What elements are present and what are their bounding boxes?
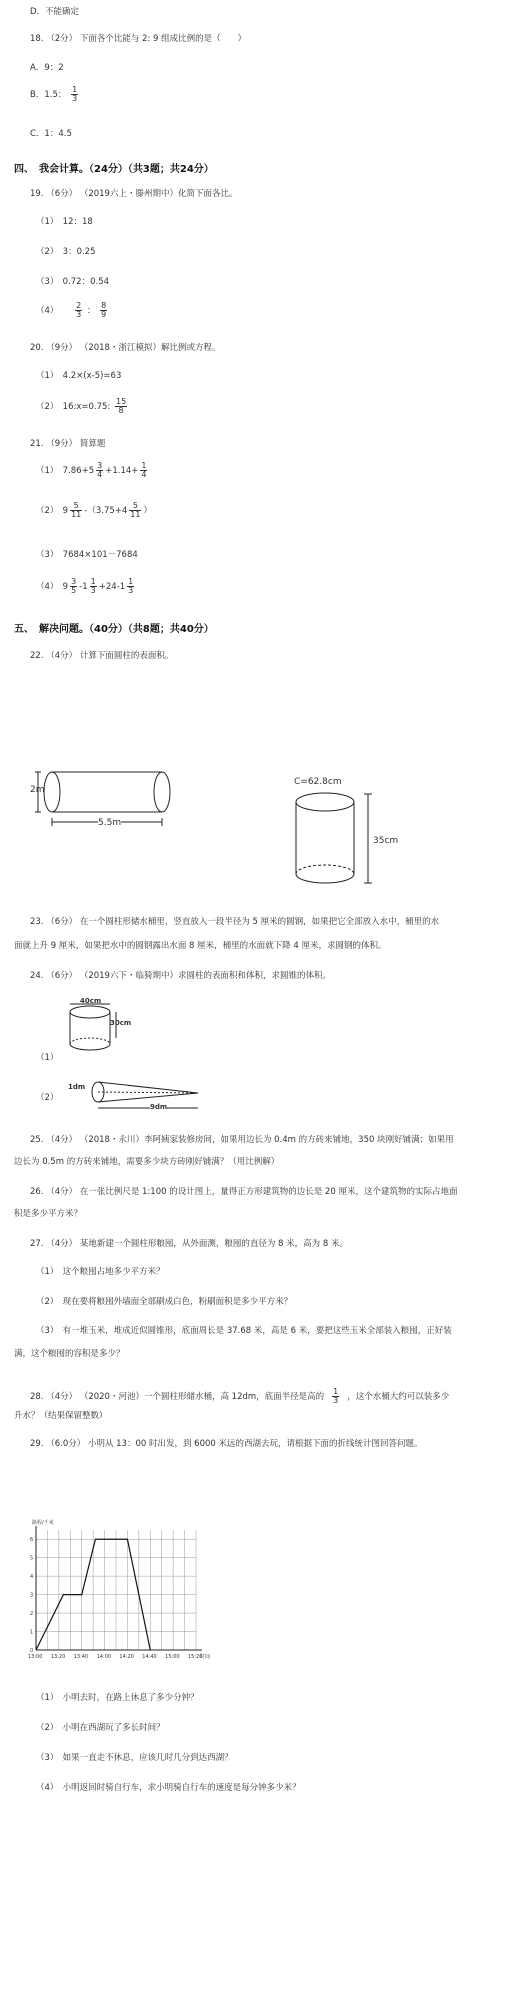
q29-item-1: （1） 小明去时，在路上休息了多少分钟？ [36,1693,199,1703]
x-axis-label: 时间 [200,1654,211,1660]
q22-fig1-height-label: 2m [30,785,45,795]
q19-item-1: （1） 12：18 [36,217,93,227]
q25-line-2: 边长为 0.5m 的方砖来铺地，需要多少块方砖刚好铺满？（用比例解） [14,1157,280,1167]
q26-line-2: 积是多少平方米？ [14,1209,83,1219]
q18-stem: 18. （2分） 下面各个比能与 2: 9 组成比例的是（ ） [30,34,247,44]
q24-item-1: （1） [36,1053,59,1063]
y-tick-label: 3 [30,1592,34,1599]
fraction: $\frac{1}{3}$ [72,85,78,103]
q24-cone-figure [80,1078,210,1112]
q20-stem: 20. （9分） （2018・浙江模拟）解比例或方程。 [30,343,221,353]
q21-item-3: （3） 7684×101－7684 [36,550,138,560]
y-tick-label: 2 [30,1611,34,1618]
q29-item-4: （4） 小明返回时骑自行车，求小明骑自行车的速度是每分钟多少米？ [36,1783,301,1793]
fraction: $\frac{1}{3}$ [90,577,96,595]
q23-line-2: 面就上升 9 厘米，如果把水中的圆钢露出水面 8 厘米，桶里的水面就下降 4 厘米，求圆钢的体积。 [14,941,387,951]
q28-line-2: 升水？（结果保留整数） [14,1411,108,1421]
q29-item-3: （3） 如果一直走不休息，应该几时几分到达西湖？ [36,1753,233,1763]
x-tick-label: 15:00 [165,1654,180,1660]
fraction: $\frac{5}{11}$ [71,501,82,519]
y-tick-label: 1 [30,1629,34,1636]
fraction: $\frac{8}{9}$ [101,301,107,319]
x-tick-label: 13:40 [73,1654,89,1660]
x-tick-label: 13:20 [50,1654,66,1660]
fraction: $\frac{1}{3}$ [128,577,134,595]
q27-item-3-line-1: （3） 有一堆玉米，堆成近似圆锥形，底面周长是 37.68 米，高是 6 米，要把这些玉米全部装入粮囤，正好装 [36,1326,452,1336]
q18-option-b-text: B．1.5： [30,90,67,100]
y-tick-label: 4 [30,1574,34,1581]
fraction: $\frac{3}{5}$ [71,577,77,595]
q24-fig2-length: 9dm [150,1103,168,1111]
section-5-title: 五、 解决问题。（40分）（共8题；共40分） [14,624,214,635]
q22-fig1-length-label: 5.5m [98,818,122,828]
y-tick-label: 6 [30,1537,34,1544]
x-tick-label: 14:40 [142,1654,157,1660]
q27-stem: 27. （4分） 某地新建一个圆柱形粮囤，从外面测，粮囤的直径为 8 米，高为 8 米。 [30,1239,348,1249]
q27-item-1: （1） 这个粮囤占地多少平方米？ [36,1267,165,1277]
q19-stem: 19. （6分） （2019六上・滕州期中）化简下面各比。 [30,189,238,199]
q22-stem: 22. （4分） 计算下面圆柱的表面积。 [30,651,174,661]
q19-item-4: （4） $\frac{2}{3}$ ： $\frac{8}{9}$ [36,301,107,319]
x-tick-label: 13:00 [28,1654,43,1660]
q24-fig1-height: 30cm [110,1019,132,1027]
q22-fig2-height-label: 35cm [373,836,399,846]
q17-option-d: D．不能确定 [30,7,80,17]
q23-line-1: 23. （6分） 在一个圆柱形储水桶里，竖直放入一段半径为 5 厘米的圆钢，如果把它全部放入水中，桶里的水 [30,917,440,927]
q19-item-2: （2） 3：0.25 [36,247,96,257]
q24-item-2: （2） [36,1093,59,1103]
q24-fig1-diameter: 40cm [80,997,102,1005]
q29-item-2: （2） 小明在西湖玩了多长时间？ [36,1723,165,1733]
q27-item-2: （2） 现在要将粮囤外墙面全部刷成白色，粉刷面积是多少平方米？ [36,1297,293,1307]
q21-item-1: （1） 7.86+5 $\frac{3}{4}$ +1.14+ $\frac{1}{4}$ [36,461,147,479]
q18-option-b[interactable] [30,86,80,103]
x-tick-label: 14:00 [96,1654,111,1660]
y-axis-label: 路程/千米 [32,1520,54,1526]
q24-fig2-diameter: 1dm [68,1083,86,1091]
q20-item-2: （2） 16:x=0.75: $\frac{15}{8}$ [36,397,127,415]
x-tick-label: 14:20 [119,1654,134,1660]
q18-option-c[interactable]: C．1：4.5 [30,129,72,139]
q26-line-1: 26. （4分） 在一张比例尺是 1:100 的设计图上，量得正方形建筑物的边长是 20 厘米，这个建筑物的实际占地面 [30,1187,458,1197]
fraction: $\frac{2}{3}$ [76,301,82,319]
q24-cylinder-figure [66,997,136,1060]
q25-line-1: 25. （4分） （2018・永川）李阿姨家装修房间，如果用边长为 0.4m 的方砖来铺地，350 块刚好铺满；如果用 [30,1135,454,1145]
distance-time-line-chart [22,1520,222,1670]
q18-option-a[interactable]: A．9：2 [30,63,64,73]
q27-item-3-line-2: 满，这个粮囤的容积是多少？ [14,1349,125,1359]
q22-fig2-circumference: C=62.8cm [294,777,342,787]
q19-item-3: （3） 0.72：0.54 [36,277,110,287]
q21-item-4: （4） 9 $\frac{3}{5}$ -1 $\frac{1}{3}$ +24-1 $\frac{1}{3}$ [36,577,134,595]
x-tick-label: 15:20 [188,1654,203,1660]
q21-item-2: （2） 9 $\frac{5}{11}$ -（3.75+4 $\frac{5}{11}$ ） [36,501,152,519]
q21-stem: 21. （9分） 简算题 [30,439,106,449]
q28-line-1: 28. （4分） （2020・河池）一个圆柱形储水桶，高 12dm，底面半径是高的 $\frac{1}{3}$ ，这个水桶大约可以装多少 [30,1387,450,1405]
y-tick-label: 5 [30,1555,34,1562]
fraction: $\frac{5}{11}$ [130,501,141,519]
section-4-title: 四、 我会计算。（24分）（共3题；共24分） [14,164,214,175]
fraction: $\frac{1}{4}$ [141,461,147,479]
y-tick-label: 0 [30,1648,34,1654]
fraction: $\frac{3}{4}$ [97,461,103,479]
fraction: $\frac{1}{3}$ [333,1387,339,1405]
q29-stem: 29. （6.0分） 小明从 13：00 时出发，到 6000 米远的西湖去玩，请根据下面的折线统计图回答问题。 [30,1439,423,1449]
q20-item-1: （1） 4.2×(x-5)=63 [36,371,122,381]
fraction: $\frac{15}{8}$ [115,397,127,415]
q24-stem: 24. （6分） （2019六下・临猗期中）求圆柱的表面积和体积，求圆锥的体积。 [30,971,331,981]
